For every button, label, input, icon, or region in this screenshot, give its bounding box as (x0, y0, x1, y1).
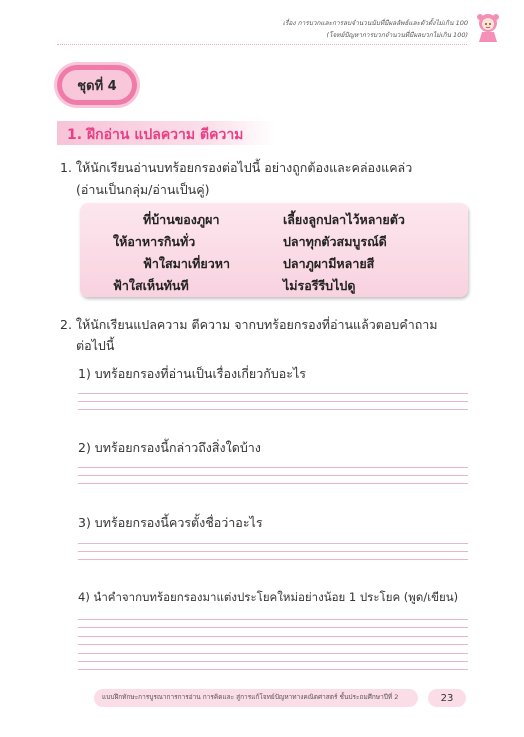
answer-line[interactable] (78, 401, 468, 402)
footer-text: แบบฝึกทักษะการบูรณาการการอ่าน การคิดและ สู่การแก้โจทย์ปัญหาทางคณิตศาสตร์ ชั้นประถมศึกษาปีที่ 2 (102, 693, 399, 701)
answer-line[interactable] (78, 653, 468, 654)
header-subtitle: (โจทย์ปัญหาการบวกจำนวนที่มีผลบวกไม่เกิน 100) (326, 31, 468, 39)
question-1-text: 1. ให้นักเรียนอ่านบทร้อยกรองต่อไปนี้ อย่างถูกต้องและคล่องแคล่ว (60, 160, 413, 175)
poem-line-1-left: ที่บ้านของภูผา (143, 212, 220, 227)
poem-line-3-left: ฟ้าใสมาเที่ยวหา (143, 256, 230, 271)
poem-line-2-left: ให้อาหารกินทั่ว (113, 234, 196, 249)
section-title: 1. ฝึกอ่าน แปลความ ตีความ (67, 127, 244, 143)
answer-line[interactable] (78, 393, 468, 394)
poem-line-4-left: ฟ้าใสเห็นทันที (113, 278, 189, 293)
answer-line[interactable] (78, 636, 468, 637)
set-badge (57, 65, 137, 105)
answer-line[interactable] (78, 409, 468, 410)
question-2-continued: ต่อไปนี้ (76, 338, 115, 353)
header-divider (57, 44, 467, 45)
sub-question-4: 4) นำคำจากบทร้อยกรองมาแต่งประโยคใหม่อย่างน้อย 1 ประโยค (พูด/เขียน) (78, 590, 459, 604)
poem-line-3-right: ปลาภูผามีหลายสี (283, 256, 375, 271)
answer-line[interactable] (78, 483, 468, 484)
sub-question-1: 1) บทร้อยกรองที่อ่านเป็นเรื่องเกี่ยวกับอะไร (78, 366, 306, 381)
answer-line[interactable] (78, 467, 468, 468)
page-number: 23 (428, 689, 466, 707)
poem-line-2-right: ปลาทุกตัวสมบูรณ์ดี (283, 234, 387, 249)
answer-line[interactable] (78, 661, 468, 662)
answer-line[interactable] (78, 669, 468, 670)
answer-line[interactable] (78, 627, 468, 628)
answer-line[interactable] (78, 543, 468, 544)
answer-line[interactable] (78, 619, 468, 620)
answer-line[interactable] (78, 644, 468, 645)
header-title: เรื่อง การบวกและการลบจำนวนนับที่มีผลลัพธ์และตัวตั้งไม่เกิน 100 (282, 19, 468, 27)
question-1-note: (อ่านเป็นกลุ่ม/อ่านเป็นคู่) (76, 182, 210, 197)
answer-line[interactable] (78, 551, 468, 552)
cartoon-girl-icon (474, 12, 502, 44)
sub-question-3: 3) บทร้อยกรองนี้ควรตั้งชื่อว่าอะไร (78, 515, 263, 530)
answer-line[interactable] (78, 475, 468, 476)
set-badge-label: ชุดที่ 4 (62, 70, 132, 100)
poem-line-1-right: เลี้ยงลูกปลาไว้หลายตัว (283, 212, 405, 227)
question-2-text: 2. ให้นักเรียนแปลความ ตีความ จากบทร้อยกรองที่อ่านแล้วตอบคำถาม (60, 317, 438, 332)
sub-question-2: 2) บทร้อยกรองนี้กล่าวถึงสิ่งใดบ้าง (78, 440, 261, 455)
answer-line[interactable] (78, 559, 468, 560)
poem-line-4-right: ไม่รอรีรีบไปดู (283, 278, 356, 293)
